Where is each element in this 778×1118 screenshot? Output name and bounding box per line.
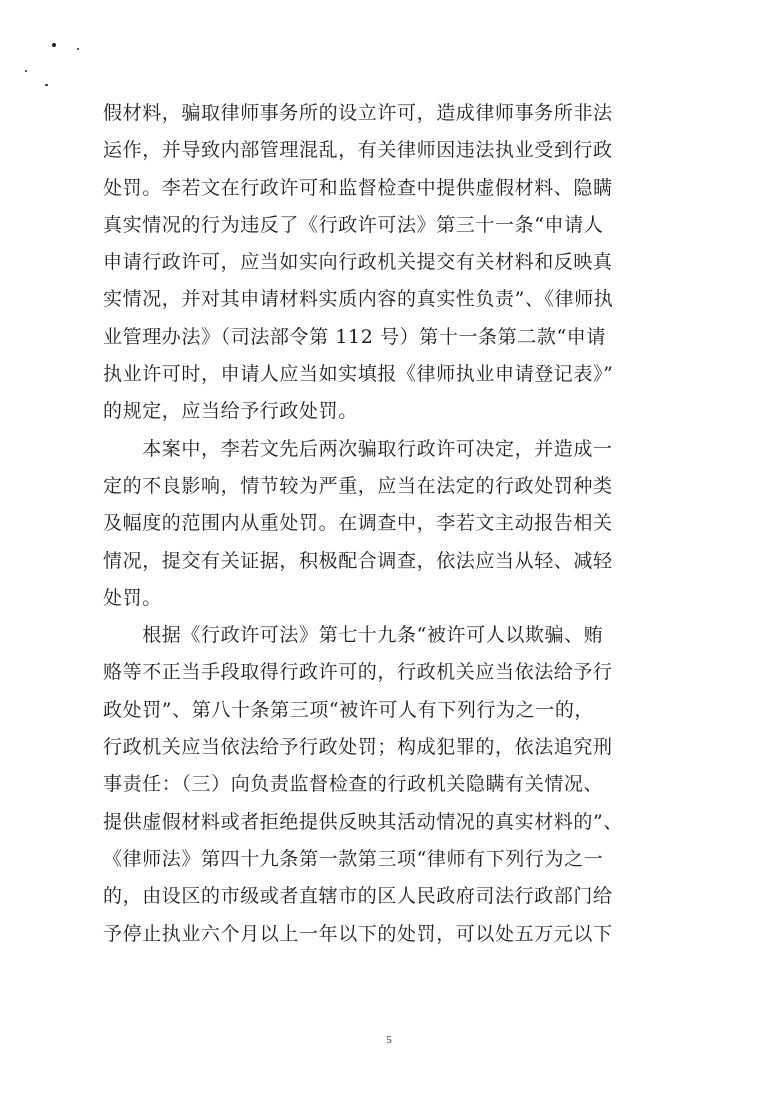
text-line: 赂等不正当手段取得行政许可的，行政机关应当依法给予行 <box>103 661 613 684</box>
text-line: 假材料，骗取律师事务所的设立许可，造成律师事务所非法 <box>103 102 613 124</box>
text-line: 的，由设区的市级或者直辖市的区人民政府司法行政部门给 <box>103 885 613 908</box>
text-line: 予停止执业六个月以上一年以下的处罚，可以处五万元以下 <box>103 922 613 945</box>
paragraph-continued-violation <box>103 95 668 431</box>
text-line: 申请行政许可，应当如实向行政机关提交有关材料和反映真 <box>103 251 613 274</box>
text-line: 行政机关应当依法给予行政处罚；构成犯罪的，依法追究刑 <box>103 736 613 759</box>
scan-speck <box>77 48 79 50</box>
scan-speck <box>45 84 48 86</box>
text-line: 处罚。 <box>103 586 162 609</box>
text-line: 事责任：（三）向负责监督检查的行政机关隐瞒有关情况、 <box>103 773 604 796</box>
text-line: 提供虚假材料或者拒绝提供反映其活动情况的真实材料的”、 <box>103 810 623 833</box>
page-number: 5 <box>386 1034 392 1046</box>
text-line: 根据《行政许可法》第七十九条“被许可人以欺骗、贿 <box>103 624 604 647</box>
text-line: 业管理办法》（司法部令第 112 号）第十一条第二款“申请 <box>103 325 606 348</box>
text-line: 真实情况的行为违反了《行政许可法》第三十一条“申请人 <box>103 213 604 236</box>
text-line: 本案中，李若文先后两次骗取行政许可决定，并造成一 <box>103 437 613 460</box>
scan-speck <box>25 70 27 72</box>
text-line: 实情况，并对其申请材料实质内容的真实性负责”、《律师执 <box>103 288 614 311</box>
text-line: 定的不良影响，情节较为严重，应当在法定的行政处罚种类 <box>103 474 613 497</box>
paragraph-legal-basis <box>103 617 668 953</box>
text-line: 情况，提交有关证据，积极配合调查，依法应当从轻、减轻 <box>103 549 613 572</box>
text-line: 运作，并导致内部管理混乱，有关律师因违法执业受到行政 <box>103 139 613 162</box>
text-line: 及幅度的范围内从重处罚。在调查中，李若文主动报告相关 <box>103 512 613 535</box>
text-line: 处罚。李若文在行政许可和监督检查中提供虚假材料、隐瞒 <box>103 176 613 199</box>
document-body <box>103 95 668 953</box>
text-line: 执业许可时，申请人应当如实填报《律师执业申请登记表》” <box>103 363 614 386</box>
text-line: 的规定，应当给予行政处罚。 <box>103 400 358 423</box>
text-line: 《律师法》第四十九条第一款第三项“律师有下列行为之一 <box>103 847 604 870</box>
paragraph-case-findings <box>103 431 668 617</box>
text-line: 政处罚”、第八十条第三项“被许可人有下列行为之一的， <box>103 698 595 721</box>
scan-speck <box>52 43 56 47</box>
